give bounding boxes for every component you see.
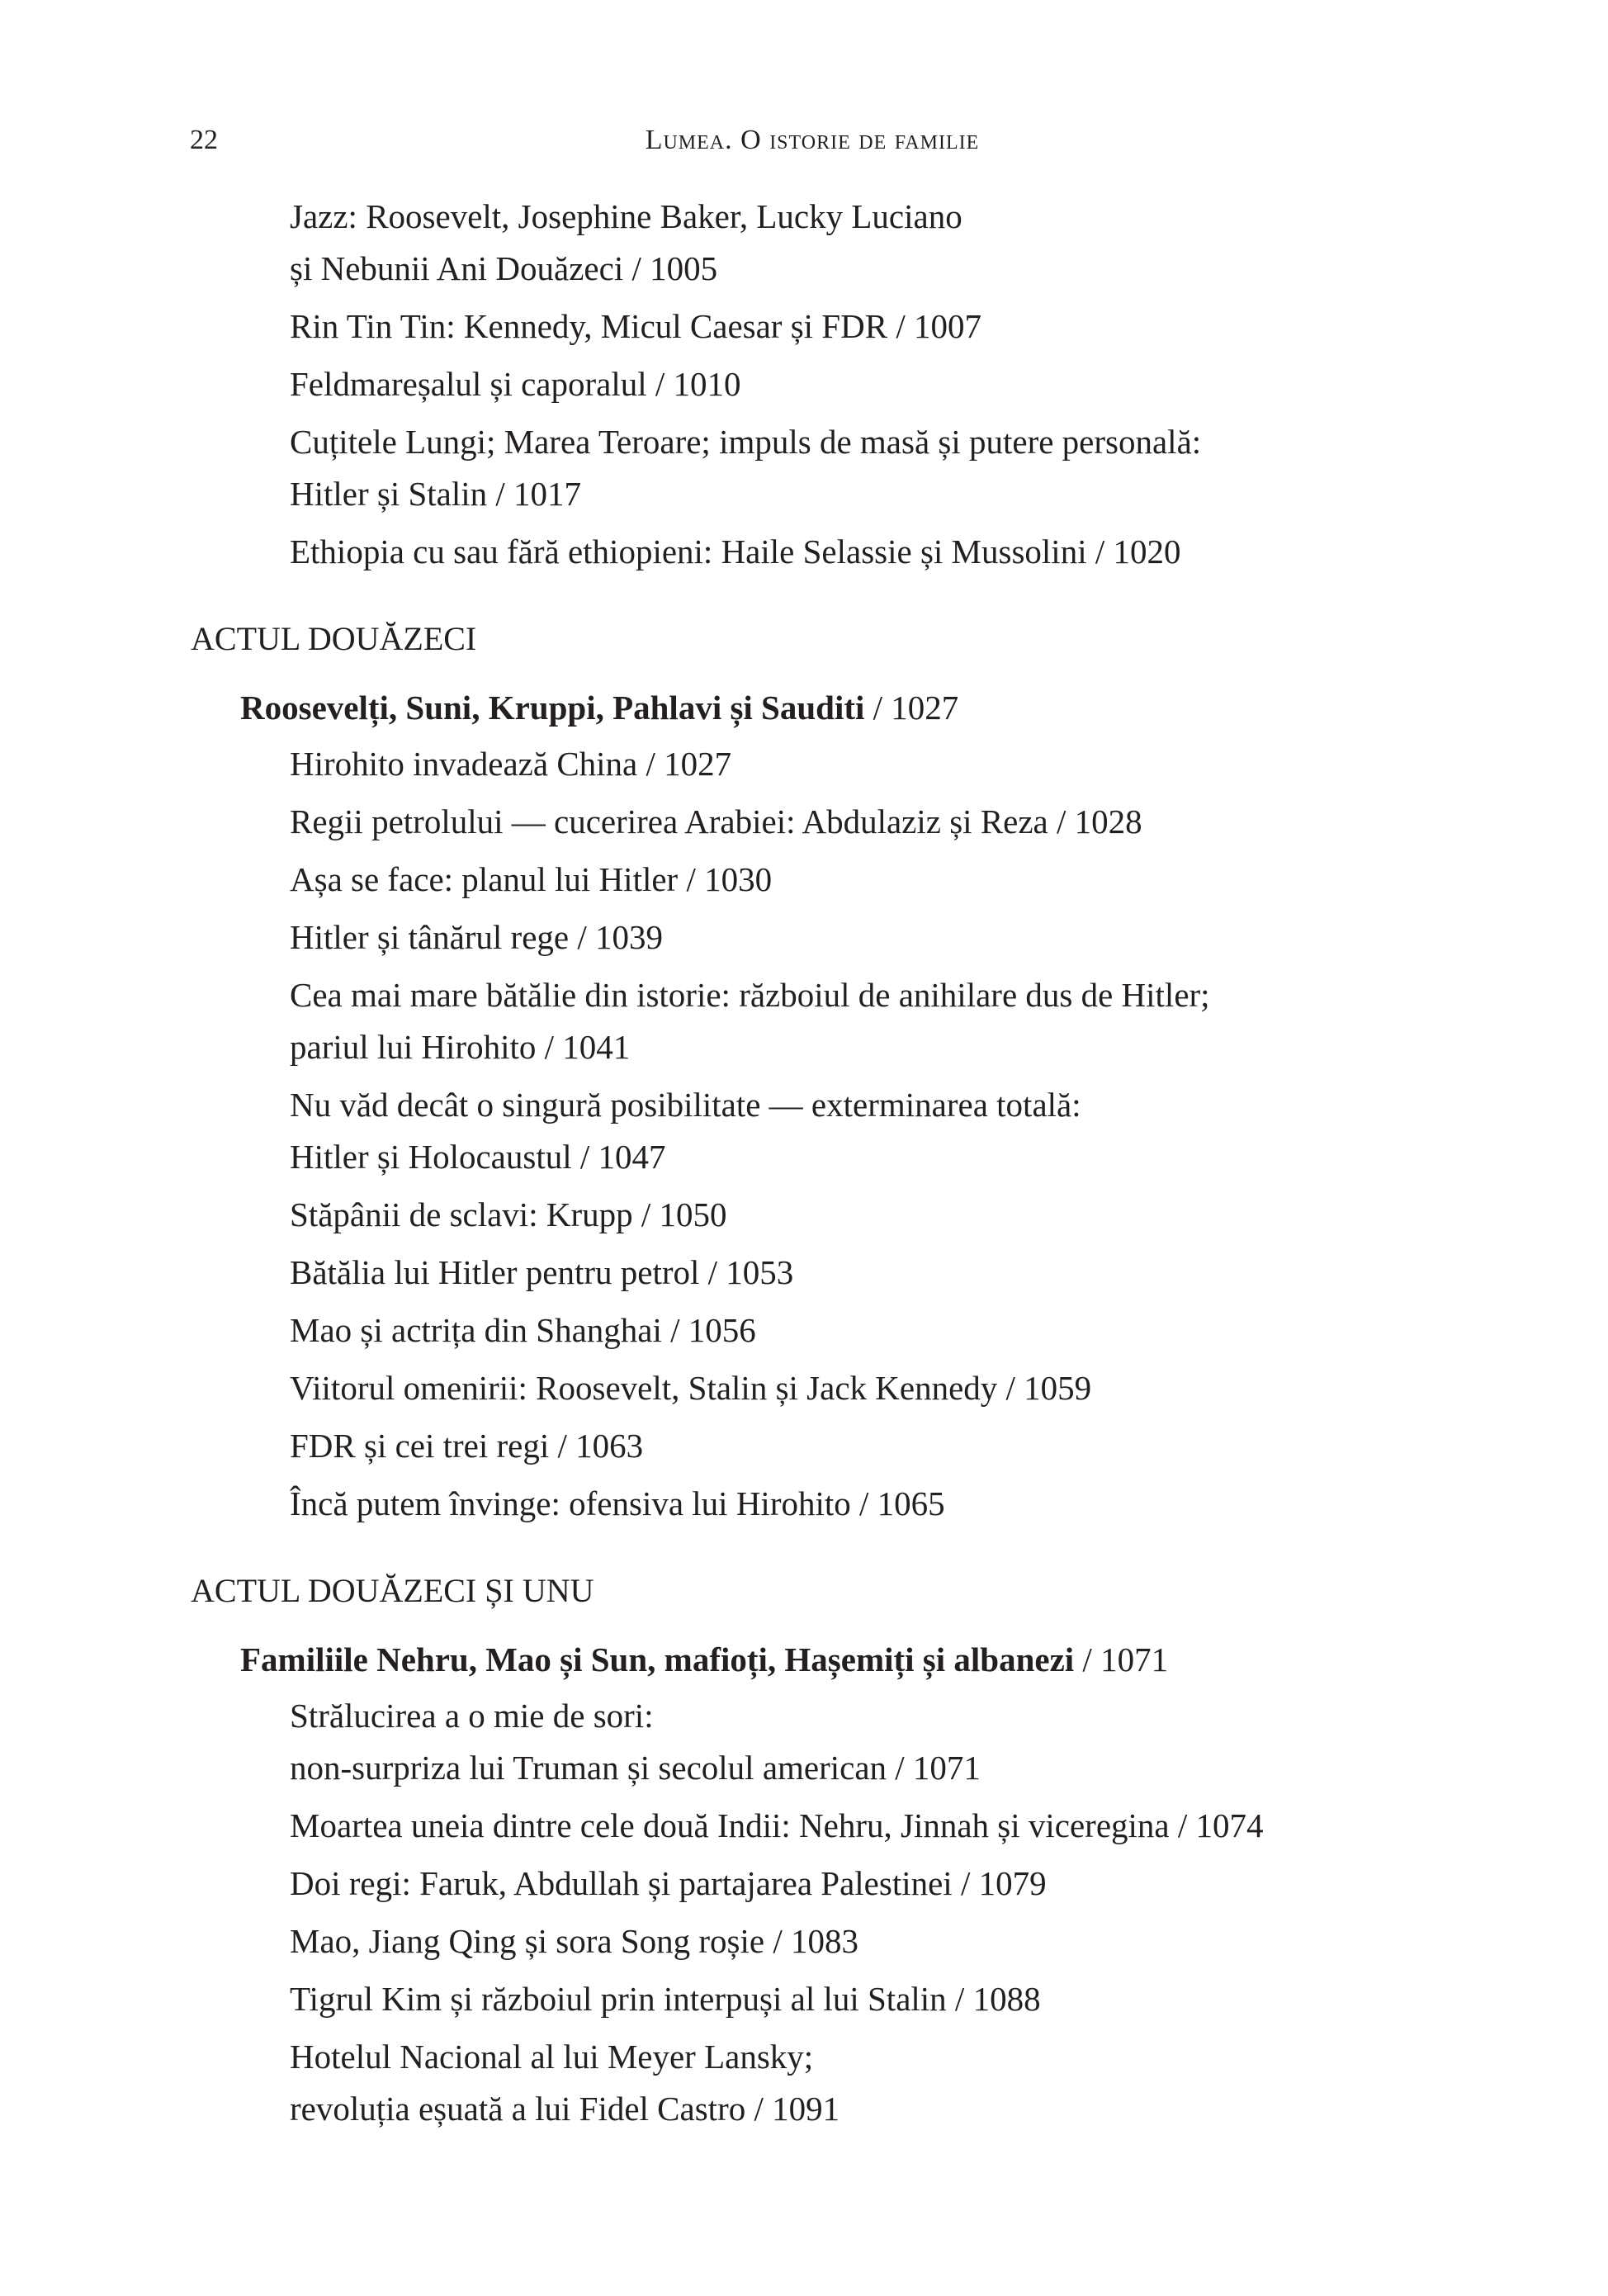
toc-entry-continuation[interactable]: și Nebunii Ani Douăzeci / 1005 xyxy=(290,249,718,287)
toc-entry-continuation[interactable]: non-surpriza lui Truman și secolul american / 1071 xyxy=(290,1749,981,1787)
part-title: Roosevelți, Suni, Kruppi, Pahlavi și Sauditi xyxy=(240,689,865,727)
toc-entry[interactable]: Încă putem învinge: ofensiva lui Hirohito / 1065 xyxy=(290,1484,945,1522)
toc-entry[interactable]: FDR și cei trei regi / 1063 xyxy=(290,1427,644,1465)
toc-entry[interactable]: Bătălia lui Hitler pentru petrol / 1053 xyxy=(290,1253,794,1291)
toc-entry[interactable]: Jazz: Roosevelt, Josephine Baker, Lucky Luciano xyxy=(290,197,962,235)
toc-entry[interactable]: Hirohito invadează China / 1027 xyxy=(290,745,732,783)
toc-entry[interactable]: Feldmareșalul și caporalul / 1010 xyxy=(290,365,741,403)
toc-entry[interactable]: Nu văd decât o singură posibilitate — exterminarea totală: xyxy=(290,1086,1081,1124)
toc-entry-continuation[interactable]: Hitler și Holocaustul / 1047 xyxy=(290,1138,666,1176)
toc-entry-continuation[interactable]: revoluția eșuată a lui Fidel Castro / 1091 xyxy=(290,2090,840,2128)
part-page-number: / 1027 xyxy=(864,689,959,727)
toc-entry[interactable]: Hotelul Nacional al lui Meyer Lansky; xyxy=(290,2038,814,2076)
act-heading: ACTUL DOUĂZECI xyxy=(191,620,477,657)
toc-entry[interactable]: Rin Tin Tin: Kennedy, Micul Caesar și FDR / 1007 xyxy=(290,307,981,345)
toc-entry[interactable]: Tigrul Kim și războiul prin interpuși al lui Stalin / 1088 xyxy=(290,1980,1041,2018)
toc-entry[interactable]: Viitorul omenirii: Roosevelt, Stalin și Jack Kennedy / 1059 xyxy=(290,1369,1092,1407)
toc-entry[interactable]: Ethiopia cu sau fără ethiopieni: Haile Selassie și Mussolini / 1020 xyxy=(290,533,1181,570)
toc-entry[interactable]: Doi regi: Faruk, Abdullah și partajarea Palestinei / 1079 xyxy=(290,1864,1047,1902)
toc-entry[interactable]: Mao și actrița din Shanghai / 1056 xyxy=(290,1311,756,1349)
part-heading[interactable] xyxy=(240,1639,1168,1680)
toc-entry[interactable]: Mao, Jiang Qing și sora Song roșie / 1083 xyxy=(290,1922,858,1960)
part-heading[interactable] xyxy=(240,687,958,728)
part-page-number: / 1071 xyxy=(1074,1640,1169,1678)
toc-entry[interactable]: Așa se face: planul lui Hitler / 1030 xyxy=(290,860,773,898)
toc-entry[interactable]: Cea mai mare bătălie din istorie: războiul de anihilare dus de Hitler; xyxy=(290,976,1210,1014)
toc-entry[interactable]: Cuțitele Lungi; Marea Teroare; impuls de masă și putere personală: xyxy=(290,423,1202,461)
toc-entry[interactable]: Moartea uneia dintre cele două Indii: Nehru, Jinnah și viceregina / 1074 xyxy=(290,1806,1264,1844)
running-head: Lumea. O istorie de familie xyxy=(645,125,980,155)
part-title: Familiile Nehru, Mao și Sun, mafioți, Hașemiți și albanezi xyxy=(240,1640,1075,1678)
toc-entry[interactable]: Strălucirea a o mie de sori: xyxy=(290,1697,654,1735)
act-heading: ACTUL DOUĂZECI ȘI UNU xyxy=(191,1572,594,1609)
toc-entry-continuation[interactable]: Hitler și Stalin / 1017 xyxy=(290,475,582,513)
toc-entry-continuation[interactable]: pariul lui Hirohito / 1041 xyxy=(290,1028,631,1066)
toc-entry[interactable]: Stăpânii de sclavi: Krupp / 1050 xyxy=(290,1195,727,1233)
page-number: 22 xyxy=(190,125,218,155)
toc-entry[interactable]: Hitler și tânărul rege / 1039 xyxy=(290,918,664,956)
toc-entry[interactable]: Regii petrolului — cucerirea Arabiei: Abdulaziz și Reza / 1028 xyxy=(290,802,1142,840)
